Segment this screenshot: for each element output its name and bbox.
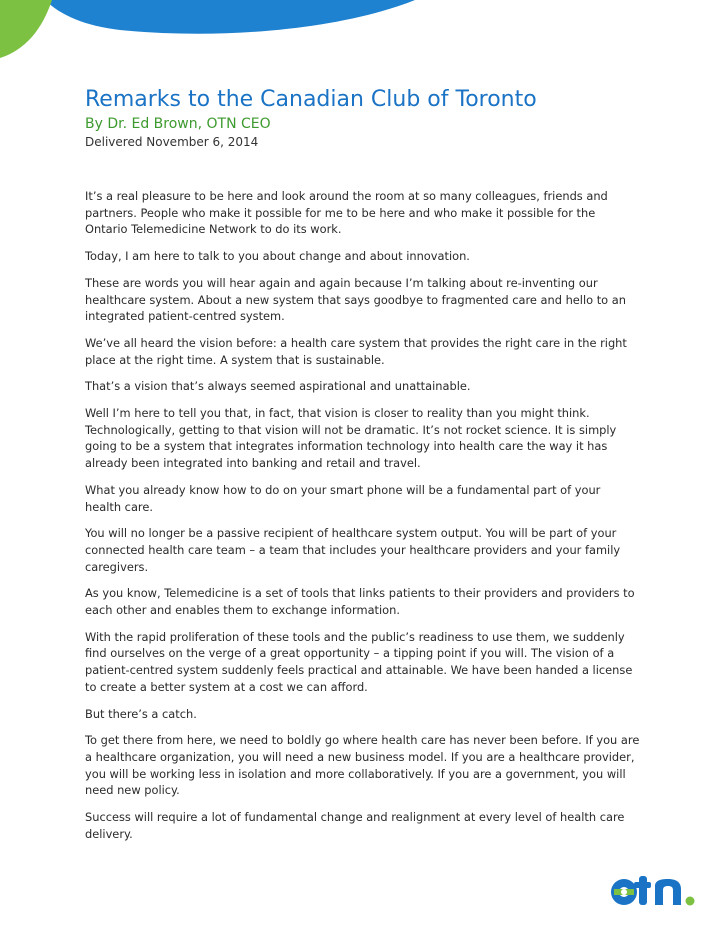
paragraph: Well I’m here to tell you that, in fact, that vision is closer to reality than you might think. Technologically, getting to that vision will not be dramatic. It’s not rocket science. It is simply going to be a system that integrates information technology into health care the way it has already been integrated into banking and retail and travel. — [85, 406, 617, 471]
page-title: Remarks to the Canadian Club of Toronto — [85, 87, 537, 112]
paragraph: But there’s a catch. — [85, 706, 197, 721]
paragraph: We’ve all heard the vision before: a health care system that provides the right care in the right place at the right time. A system that is sustainable. — [85, 335, 627, 367]
otn-logo-text: otn. — [610, 868, 612, 869]
paragraph: As you know, Telemedicine is a set of tools that links patients to their providers and providers to each other and enables them to exchange information. — [85, 586, 635, 618]
header-green-circle — [0, 0, 52, 58]
paragraph: It’s a real pleasure to be here and look around the room at so many colleagues, friends and partners. People who make it possible for me to be here and who make it possible for the Ontario Telemedicine Network to do its work. — [85, 189, 608, 237]
header-decoration — [0, 0, 720, 70]
paragraph: To get there from here, we need to boldly go where health care has never been before. If you are a healthcare organization, you will need a new business model. If you are a healthcare provider, you will be working less in isolation and more collaboratively. If you are a government, you will need new policy. — [85, 733, 640, 798]
paragraph: That’s a vision that’s always seemed aspirational and unattainable. — [85, 379, 471, 394]
header-blue-swoosh — [45, 0, 415, 34]
otn-logo — [610, 868, 702, 912]
paragraph: What you already know how to do on your smart phone will be a fundamental part of your health care. — [85, 482, 601, 514]
paragraph: Today, I am here to talk to you about change and about innovation. — [85, 249, 470, 264]
paragraph: Success will require a lot of fundamental change and realignment at every level of health care delivery. — [85, 810, 625, 841]
delivery-date: Delivered November 6, 2014 — [85, 135, 259, 149]
paragraph: You will no longer be a passive recipient of healthcare system output. You will be part of your connected health care team – a team that includes your healthcare providers and your family caregivers. — [85, 526, 621, 574]
paragraph: These are words you will hear again and again because I’m talking about re-inventing our healthcare system. About a new system that says goodbye to fragmented care and hello to an integrated patient-centred system. — [85, 275, 626, 324]
speech-body — [85, 188, 640, 853]
paragraph: With the rapid proliferation of these tools and the public’s readiness to use them, we suddenly find ourselves on the verge of a great opportunity – a tipping point if you will. The vision of a patient-centred system suddenly feels practical and attainable. We have been handed a license to create a better system at a cost we can afford. — [85, 629, 633, 694]
author-byline: By Dr. Ed Brown, OTN CEO — [85, 116, 271, 132]
